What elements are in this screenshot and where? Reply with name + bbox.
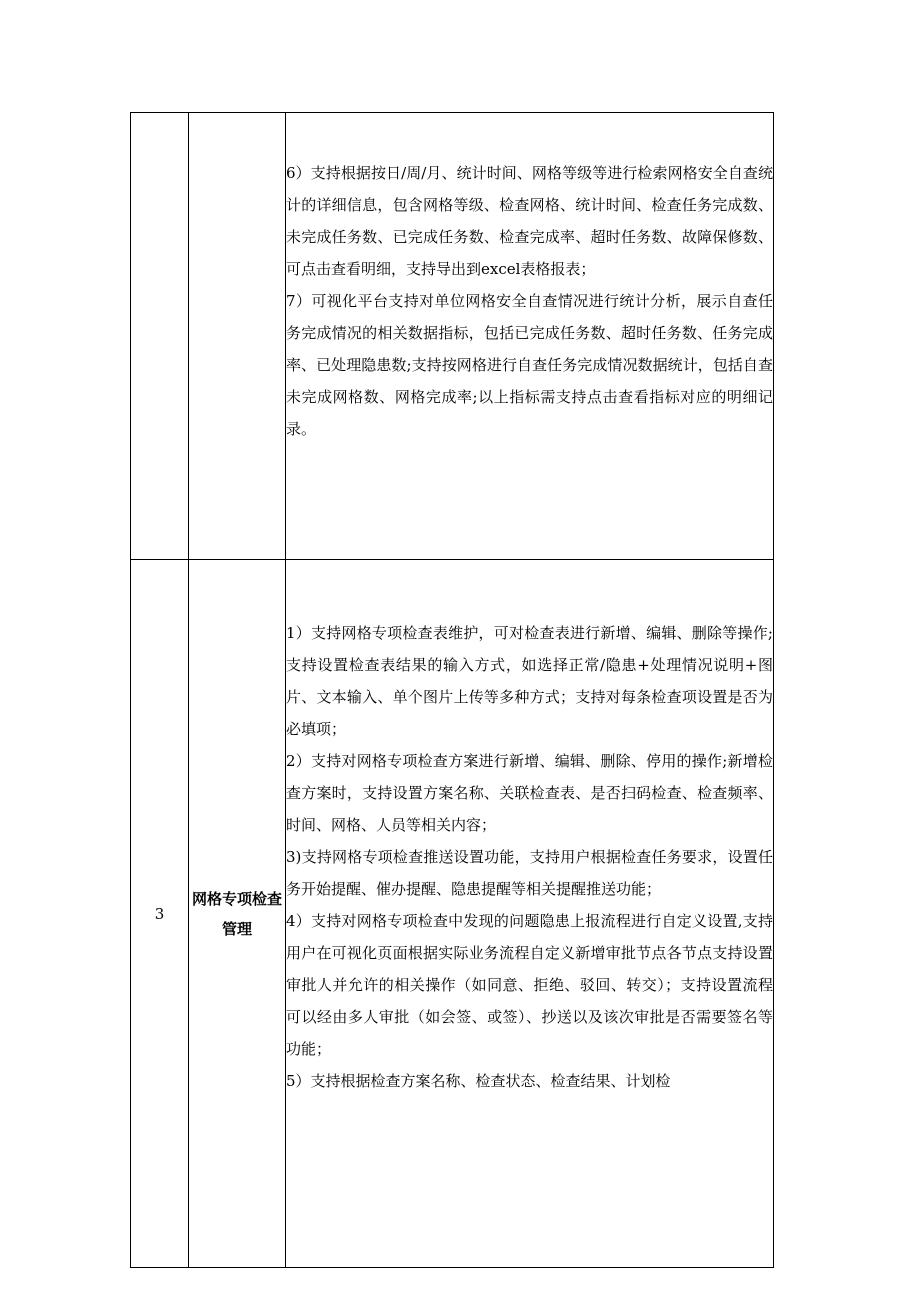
function-description (286, 560, 774, 1268)
table-row (131, 560, 774, 1268)
description-item: 3)支持网格专项检查推送设置功能，支持用户根据检查任务要求，设置任务开始提醒、催办提醒、隐患提醒等相关提醒推送功能； (286, 848, 773, 898)
description-item: 4）支持对网格专项检查中发现的问题隐患上报流程进行自定义设置,支持用户在可视化页面根据实际业务流程自定义新增审批节点各节点支持设置审批人并允许的相关操作（如同意、拒绝、驳回、转交）；支持设置流程可以经由多人审批（如会签、或签）、抄送以及该次审批是否需要签名等功能； (286, 912, 773, 1058)
function-name (189, 113, 286, 560)
row-number: 3 (131, 560, 189, 1268)
row-number (131, 113, 189, 560)
description-item: 1）支持网格专项检查表维护，可对检查表进行新增、编辑、删除等操作;支持设置检查表结果的输入方式，如选择正常/隐患+处理情况说明+图片、文本输入、单个图片上传等多种方式；支持对每条检查项设置是否为必填项； (286, 624, 773, 738)
function-name: 网格专项检查管理 (189, 560, 286, 1268)
requirements-table (130, 112, 774, 1268)
description-item: 5）支持根据检查方案名称、检查状态、检查结果、计划检 (286, 1072, 671, 1090)
description-item: 7）可视化平台支持对单位网格安全自查情况进行统计分析，展示自查任务完成情况的相关数据指标，包括已完成任务数、超时任务数、任务完成率、已处理隐患数;支持按网格进行自查任务完成情况数据统计，包括自查未完成网格数、网格完成率;以上指标需支持点击查看指标对应的明细记录。 (286, 292, 773, 438)
table-row (131, 113, 774, 560)
function-description (286, 113, 774, 560)
description-item: 6）支持根据按日/周/月、统计时间、网格等级等进行检索网格安全自查统计的详细信息，包含网格等级、检查网格、统计时间、检查任务完成数、未完成任务数、已完成任务数、检查完成率、超时任务数、故障保修数、可点击查看明细，支持导出到excel表格报表； (286, 164, 773, 278)
description-item: 2）支持对网格专项检查方案进行新增、编辑、删除、停用的操作;新增检查方案时，支持设置方案名称、关联检查表、是否扫码检查、检查频率、时间、网格、人员等相关内容； (286, 752, 773, 834)
